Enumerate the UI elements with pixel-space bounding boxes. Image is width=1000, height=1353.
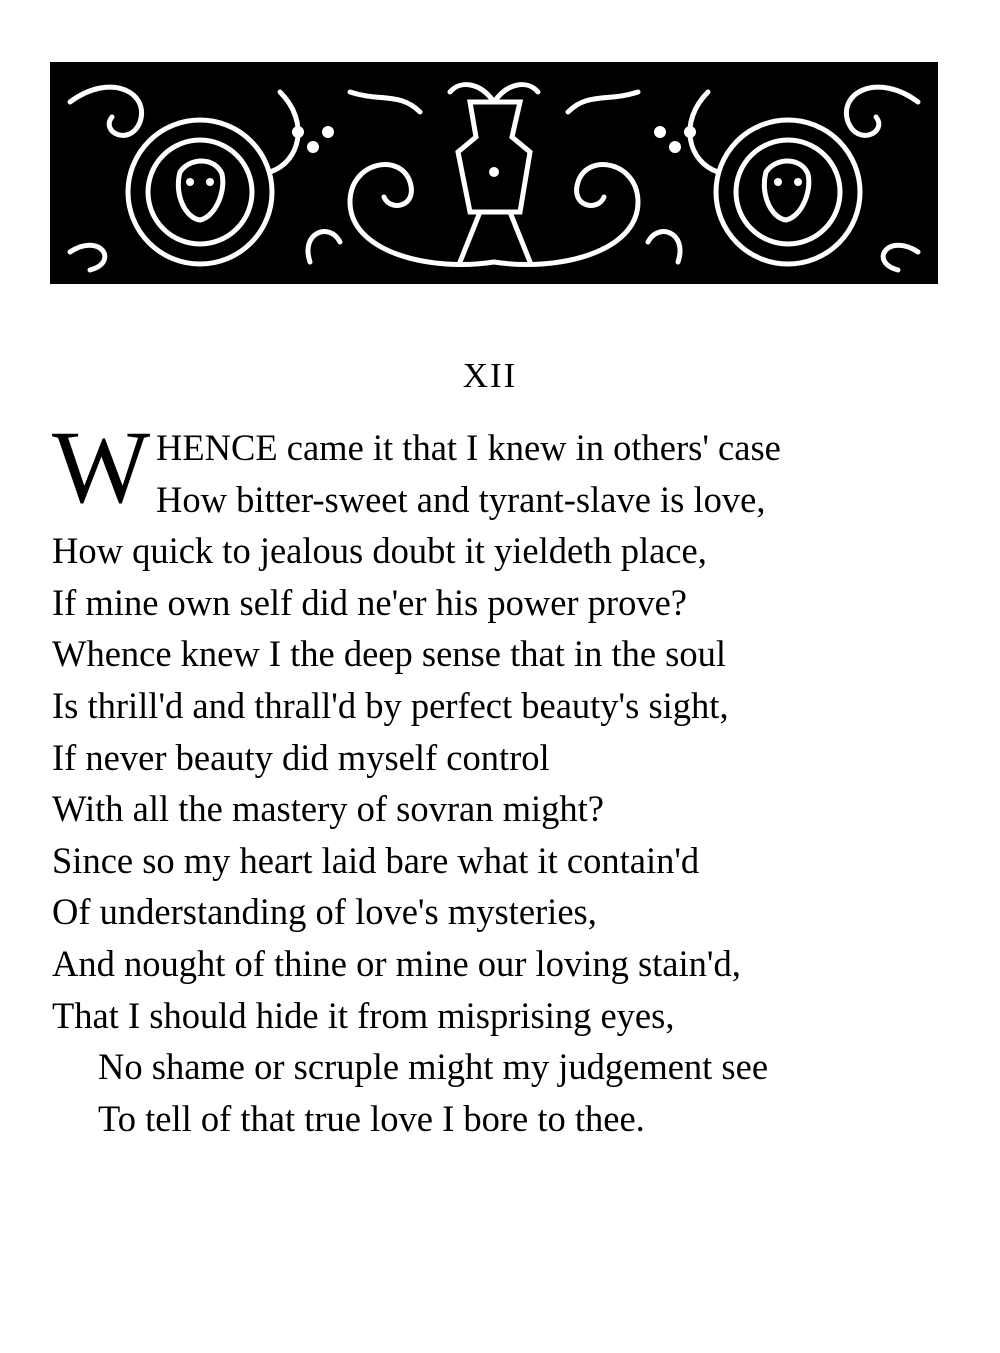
poem-line-10: Of understanding of love's mysteries, bbox=[52, 891, 597, 933]
headpiece-ornament-icon bbox=[50, 62, 938, 284]
poem-line-3: How quick to jealous doubt it yieldeth place, bbox=[52, 530, 707, 572]
poem-line-14: To tell of that true love I bore to thee. bbox=[98, 1097, 645, 1139]
poem-line-12: That I should hide it from misprising eyes, bbox=[52, 994, 675, 1036]
poem-line-7: If never beauty did myself control bbox=[52, 736, 550, 778]
poem-body bbox=[52, 410, 972, 1144]
poem-line-9: Since so my heart laid bare what it contain'd bbox=[52, 839, 700, 881]
poem-line-8: With all the mastery of sovran might? bbox=[52, 788, 604, 830]
poem-line-4: If mine own self did ne'er his power prove? bbox=[52, 581, 687, 623]
ornamental-headpiece bbox=[50, 62, 938, 284]
poem-line-13: No shame or scruple might my judgement see bbox=[98, 1046, 769, 1088]
sonnet-number: XII bbox=[462, 356, 518, 395]
poem-line-6: Is thrill'd and thrall'd by perfect beauty's sight, bbox=[52, 684, 729, 726]
poem-line-5: Whence knew I the deep sense that in the soul bbox=[52, 633, 727, 675]
poem-line-1-text: HENCE came it that I knew in others' case bbox=[156, 427, 781, 468]
poem-line-2: How bitter-sweet and tyrant-slave is love, bbox=[156, 478, 766, 520]
poem-line-11: And nought of thine or mine our loving stain'd, bbox=[52, 942, 741, 984]
drop-cap: W bbox=[52, 410, 151, 525]
